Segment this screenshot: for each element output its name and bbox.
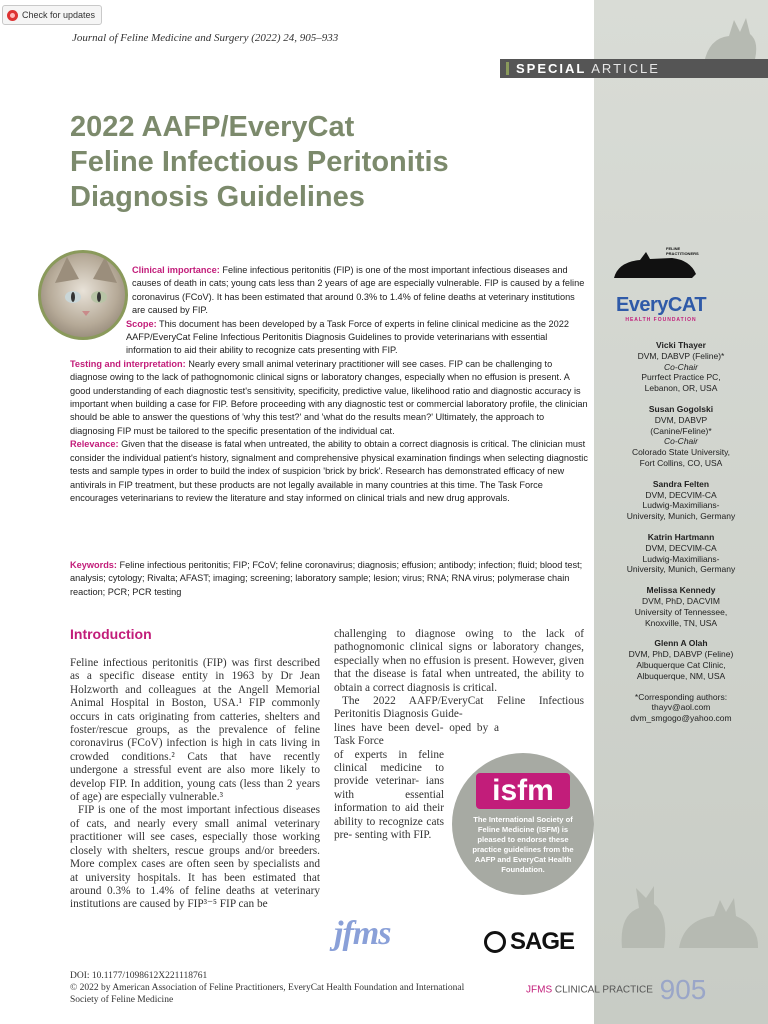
doi: DOI: 10.1177/1098612X221118761 xyxy=(70,971,208,981)
author-block xyxy=(594,638,768,681)
author-affiliation: University, Munich, Germany xyxy=(626,564,736,575)
abstract-clinical xyxy=(70,264,590,318)
clinical-practice-label: CLINICAL PRACTICE xyxy=(554,984,653,996)
body-paragraph: FIP is one of the most important infectious diseases of cats, and nearly every small animal veterinary practitioner will see cases, especially those working closely with shelters, rescue groups and/or breeders. More complex cases are often seen by specialists and at university hospitals. It has been estimated that around 0.3% to 1.4% of feline deaths at veterinary institutions are caused by FIP³⁻⁵ FIP can be xyxy=(70,804,320,911)
sage-circle-icon xyxy=(484,931,506,953)
author-name: Glenn A Olah xyxy=(654,638,708,649)
author-affiliation: University, Munich, Germany xyxy=(626,511,736,522)
footer xyxy=(70,970,490,1006)
everycat-logo xyxy=(606,294,716,323)
author-role: Co-Chair xyxy=(663,436,698,447)
keywords-label: Keywords: xyxy=(70,560,117,570)
corresponding-email[interactable]: dvm_smgogo@yahoo.com xyxy=(630,713,732,724)
special-article-banner xyxy=(500,59,768,78)
author-degree: DVM, DECVIM-CA xyxy=(645,489,717,500)
jfms-logo: jfms xyxy=(334,915,391,952)
corresponding-authors xyxy=(594,692,768,724)
testing-label: Testing and interpretation: xyxy=(70,358,186,369)
page-number: 905 xyxy=(659,974,707,1005)
banner-accent-bar xyxy=(506,62,509,75)
author-affiliation: Purrfect Practice PC, xyxy=(641,372,721,383)
body-paragraph: of experts in feline clinical medicine to provide veterinar- ians with essential information to aid their ability to recognize cats pre- senting with FIP. xyxy=(334,748,444,842)
body-paragraph: Feline infectious peritonitis (FIP) was first described as a specific disease entity in 1963 by Dr Jean Holzworth and colleagues at the Angell Memorial Animal Hospital in Boston, USA.¹ FIP commonly occurs in cats originating from catteries, shelters and foster/rescue groups, as the prevalence of feline coronavirus (FCoV) infection is high in cats living in crowded conditions.² Cats that have recently undergone a stressful event are also more likely to develop FIP. In addition, young cats (less than 2 years of age) are especially vulnerable.³ xyxy=(70,657,320,804)
check-for-updates-button[interactable] xyxy=(2,5,102,25)
intro-heading: Introduction xyxy=(70,626,152,642)
author-affiliation: Ludwig-Maximilians- xyxy=(642,500,720,511)
banner-light-text: ARTICLE xyxy=(591,61,660,76)
author-affiliation: Fort Collins, CO, USA xyxy=(639,457,723,468)
author-affiliation: Knoxville, TN, USA xyxy=(644,617,718,628)
author-affiliation: Albuquerque, NM, USA xyxy=(636,670,726,681)
author-degree: DVM, DABVP xyxy=(654,414,708,425)
everycat-name: EveryCAT xyxy=(615,294,707,316)
isfm-logo: isfm xyxy=(476,773,570,809)
author-block xyxy=(594,585,768,628)
keywords-text: Feline infectious peritonitis; FIP; FCoV; feline coronavirus; diagnosis; effusion; antibody; infection; fluid; blood test; analysis; cytology; Rivalta; AFAST; imaging; screening; laboratory sample; lesion; virus; RNA; RNA virus; polymerase chain reaction; PCR; PCR testing xyxy=(70,560,583,597)
author-degree: DVM, DECVIM-CA xyxy=(645,542,717,553)
sage-logo-text: SAGE xyxy=(510,928,575,955)
title-line: Feline Infectious Peritonitis xyxy=(70,146,449,178)
author-block xyxy=(594,532,768,575)
body-paragraph: The 2022 AAFP/EveryCat Feline Infectious Peritonitis Diagnosis Guide- xyxy=(334,695,584,721)
body-column-left xyxy=(70,657,320,912)
aafp-logo-text: FELINE PRACTITIONERS xyxy=(666,246,699,256)
everycat-sub: HEALTH FOUNDATION xyxy=(625,317,697,323)
isfm-endorsement-text: The International Society of Feline Medicine (ISFM) is pleased to endorse these practice guidelines from the AAFP and EveryCat Health Foundation. xyxy=(472,815,574,874)
update-badge-icon xyxy=(7,10,18,21)
author-name: Vicki Thayer xyxy=(656,340,706,350)
author-name: Sandra Felten xyxy=(652,478,710,489)
scope-text: This document has been developed by a Task Force of experts in feline clinical medicine as the 2022 AAFP/EveryCat Feline Infectious Peritonitis Diagnosis Guidelines to provide veterinarians with essential information to aid their ability to recognize cats presenting with FIP. xyxy=(126,318,569,356)
body-paragraph: lines have been devel- oped by a Task Force xyxy=(334,721,499,748)
author-affiliation: Albuquerque Cat Clinic, xyxy=(636,659,726,670)
author-degree: DVM, DABVP (Feline)* xyxy=(637,350,725,361)
abstract-testing xyxy=(70,358,590,438)
cat-silhouette-icon xyxy=(614,870,674,950)
aafp-logo xyxy=(610,244,702,284)
author-degree: (Canine/Feline)* xyxy=(650,425,712,436)
author-block xyxy=(594,479,768,522)
page-title xyxy=(70,110,550,215)
author-affiliation: Lebanon, OR, USA xyxy=(644,383,718,394)
relevance-label: Relevance: xyxy=(70,439,119,450)
author-block xyxy=(594,340,768,394)
page-footer-label xyxy=(526,974,706,1006)
title-line: Diagnosis Guidelines xyxy=(70,181,365,213)
corresponding-label: *Corresponding authors: xyxy=(634,691,728,702)
author-affiliation: University of Tennessee, xyxy=(634,606,728,617)
author-name: Susan Gogolski xyxy=(648,403,714,414)
scope-label: Scope: xyxy=(126,318,157,329)
author-block xyxy=(594,404,768,469)
sage-logo xyxy=(484,928,574,956)
author-role: Co-Chair xyxy=(663,361,698,372)
title-line: 2022 AAFP/EveryCat xyxy=(70,111,355,143)
journal-citation: Journal of Feline Medicine and Surgery (2022) 24, 905–933 xyxy=(72,32,339,44)
author-degree: DVM, PhD, DACVIM xyxy=(642,595,720,606)
corresponding-email[interactable]: thayv@aol.com xyxy=(651,702,711,713)
author-name: Melissa Kennedy xyxy=(646,585,716,596)
abstract-relevance xyxy=(70,438,590,505)
author-degree: DVM, PhD, DABVP (Feline) xyxy=(628,649,734,660)
isfm-endorsement-badge xyxy=(452,753,594,895)
jfms-label: JFMS xyxy=(526,984,553,996)
author-affiliation: Ludwig-Maximilians- xyxy=(642,553,720,564)
check-for-updates-label: Check for updates xyxy=(22,10,96,20)
relevance-text: Given that the disease is fatal when untreated, the ability to obtain a correct diagnosis is critical. The clinician must consider the individual patient's history, signalment and comprehensive physical examination findings when selecting diagnostic tests and sample types in order to build the index of suspicion 'brick by brick'. Research has demonstrated efficacy of new antivirals in FIP treatment, but these products are not legally available in many countries at this time. The Task Force encourages veterinarians to review the literature and stay informed on clinical trials and new drug approvals. xyxy=(70,439,588,503)
copyright: © 2022 by American Association of Feline Practitioners, EveryCat Health Foundation and International Society of Feline Medicine xyxy=(70,983,465,1005)
cat-silhouette-icon xyxy=(674,880,764,950)
author-list xyxy=(594,340,768,724)
author-affiliation: Colorado State University, xyxy=(631,447,731,458)
abstract xyxy=(70,264,590,505)
banner-bold-text: SPECIAL xyxy=(516,61,587,76)
testing-text: Nearly every small animal veterinary practitioner will see cases. FIP can be challenging to diagnose owing to the lack of pathognomonic clinical signs or laboratory changes, especially when no effusion is present. A good understanding of each diagnostic test's sensitivity, specificity, predictive value, likelihood ratio and diagnostic accuracy is important when building a case for FIP. Before proceeding with any diagnostic test or commercial laboratory profile, the clinician should be able to answer the questions of 'why this test?' and 'what do the results mean?' Ultimately, the approach to diagnosing FIP must be tailored to the specific presentation of the individual cat. xyxy=(70,358,588,436)
keywords xyxy=(70,559,590,599)
author-name: Katrin Hartmann xyxy=(647,531,715,542)
body-paragraph: challenging to diagnose owing to the lack of pathognomonic clinical signs or laboratory changes, especially when no effusion is present. However, given that the disease is fatal when untreated, the ability to obtain a correct diagnosis is critical. xyxy=(334,628,584,694)
abstract-scope xyxy=(70,318,590,358)
clinical-importance-text: Feline infectious peritonitis (FIP) is one of the most important infectious diseases and causes of death in cats; young cats less than 2 years of age are especially vulnerable. FIP is caused by a feline coronavirus (FCoV). It has been estimated that around 0.3% to 1.4% of feline deaths at veterinary institutions are caused by FIP. xyxy=(132,265,585,316)
clinical-importance-label: Clinical importance: xyxy=(132,265,220,275)
